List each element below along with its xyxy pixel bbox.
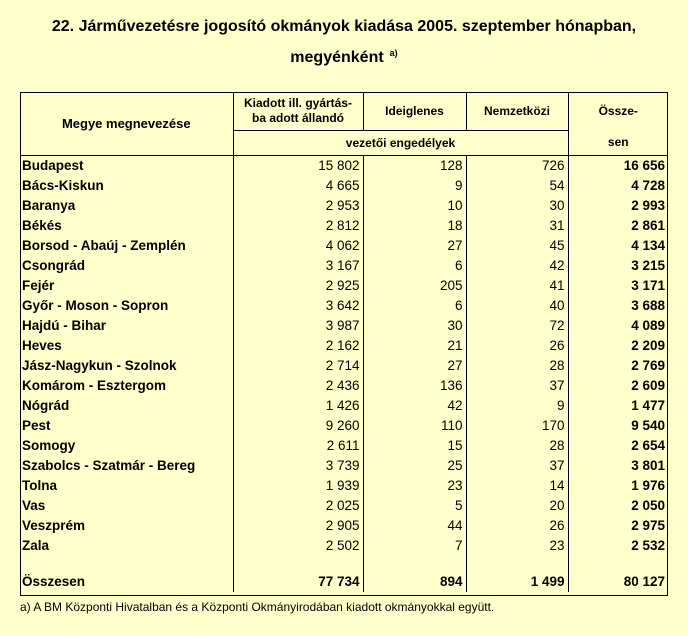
temporary-cell: 136 xyxy=(363,376,466,396)
header-row xyxy=(20,92,668,131)
spacer-row xyxy=(20,556,668,572)
international-cell: 37 xyxy=(466,376,568,396)
county-name-cell: Hajdú - Bihar xyxy=(22,318,107,333)
international-cell: 26 xyxy=(466,336,568,356)
permanent-cell: 4 062 xyxy=(233,236,363,256)
total-cell: 2 050 xyxy=(568,496,668,516)
temporary-cell: 6 xyxy=(363,256,466,276)
table-row xyxy=(20,296,668,316)
title-note-marker: a) xyxy=(389,48,398,58)
table-row xyxy=(20,396,668,416)
permanent-cell: 3 987 xyxy=(233,316,363,336)
county-name-cell: Zala xyxy=(22,538,50,553)
table-row xyxy=(20,536,668,556)
international-cell: 45 xyxy=(466,236,568,256)
table-row xyxy=(20,516,668,536)
temporary-cell: 894 xyxy=(363,572,466,592)
spacer-cell xyxy=(568,556,668,572)
permanent-cell: 1 426 xyxy=(233,396,363,416)
total-cell: 3 171 xyxy=(568,276,668,296)
total-cell: 2 861 xyxy=(568,216,668,236)
table-row xyxy=(20,176,668,196)
county-name-cell: Vas xyxy=(22,498,46,513)
header-permanent-line-1: Kiadott ill. gyártás- xyxy=(243,96,353,110)
footnote: a) A BM Központi Hivatalban és a Központi Okmányirodában kiadott okmányokkal együtt. xyxy=(20,600,495,614)
county-name-cell: Békés xyxy=(22,218,62,233)
international-cell: 26 xyxy=(466,516,568,536)
county-license-table xyxy=(20,92,668,592)
county-name-cell: Somogy xyxy=(22,438,76,453)
permanent-cell: 9 260 xyxy=(233,416,363,436)
temporary-cell: 30 xyxy=(363,316,466,336)
title-line-2: megyénként xyxy=(290,49,384,66)
permanent-cell: 2 925 xyxy=(233,276,363,296)
county-name-cell: Heves xyxy=(22,338,62,353)
spacer-cell xyxy=(363,556,466,572)
spacer-cell xyxy=(233,556,363,572)
page-title xyxy=(0,14,688,71)
temporary-cell: 110 xyxy=(363,416,466,436)
table-row xyxy=(20,376,668,396)
table-row xyxy=(20,156,668,177)
temporary-cell: 27 xyxy=(363,236,466,256)
total-cell: 2 975 xyxy=(568,516,668,536)
international-cell: 23 xyxy=(466,536,568,556)
county-name-cell: Budapest xyxy=(20,156,233,177)
header-permanent xyxy=(233,92,363,131)
total-cell: 2 993 xyxy=(568,196,668,216)
international-cell: 42 xyxy=(466,256,568,276)
permanent-cell: 2 714 xyxy=(233,356,363,376)
temporary-cell: 23 xyxy=(363,476,466,496)
permanent-cell: 4 665 xyxy=(233,176,363,196)
total-cell: 4 134 xyxy=(568,236,668,256)
county-name-cell: Tolna xyxy=(22,478,57,493)
header-driving-licences: vezetői engedélyek xyxy=(233,131,568,156)
temporary-cell: 18 xyxy=(363,216,466,236)
temporary-cell: 7 xyxy=(363,536,466,556)
permanent-cell: 2 611 xyxy=(233,436,363,456)
permanent-cell: 2 953 xyxy=(233,196,363,216)
total-cell: 2 769 xyxy=(568,356,668,376)
total-cell: 3 801 xyxy=(568,456,668,476)
total-cell: 2 654 xyxy=(568,436,668,456)
temporary-cell: 205 xyxy=(363,276,466,296)
table-row xyxy=(20,456,668,476)
permanent-cell: 3 642 xyxy=(233,296,363,316)
county-name-cell: Nógrád xyxy=(22,398,70,413)
total-cell: 2 609 xyxy=(568,376,668,396)
county-name-cell: Baranya xyxy=(22,198,76,213)
international-cell: 31 xyxy=(466,216,568,236)
total-cell: 9 540 xyxy=(568,416,668,436)
temporary-cell: 27 xyxy=(363,356,466,376)
temporary-cell: 5 xyxy=(363,496,466,516)
permanent-cell: 2 905 xyxy=(233,516,363,536)
table-row xyxy=(20,476,668,496)
county-name-cell: Pest xyxy=(22,418,51,433)
total-cell: 16 656 xyxy=(568,156,668,177)
total-row xyxy=(20,572,668,592)
spacer-cell xyxy=(20,556,233,572)
table-row xyxy=(20,236,668,256)
total-cell: 1 976 xyxy=(568,476,668,496)
international-cell: 28 xyxy=(466,436,568,456)
temporary-cell: 9 xyxy=(363,176,466,196)
table-row xyxy=(20,436,668,456)
county-name-cell: Fejér xyxy=(22,278,55,293)
county-name-cell: Győr - Moson - Sopron xyxy=(22,298,169,313)
total-cell: 4 728 xyxy=(568,176,668,196)
permanent-cell: 2 812 xyxy=(233,216,363,236)
international-cell: 1 499 xyxy=(466,572,568,592)
county-name-cell: Csongrád xyxy=(22,258,86,273)
title-line-1: 22. Járművezetésre jogosító okmányok kiadása 2005. szeptember hónapban, xyxy=(51,18,637,35)
county-name-cell: Jász-Nagykun - Szolnok xyxy=(22,358,177,373)
table-row xyxy=(20,276,668,296)
county-name-cell: Összesen xyxy=(22,574,86,589)
total-cell: 2 209 xyxy=(568,336,668,356)
header-permanent-line-2: ba adott állandó xyxy=(251,111,344,125)
temporary-cell: 10 xyxy=(363,196,466,216)
international-cell: 37 xyxy=(466,456,568,476)
total-cell: 1 477 xyxy=(568,396,668,416)
total-cell: 3 688 xyxy=(568,296,668,316)
temporary-cell: 128 xyxy=(363,156,466,177)
table-row xyxy=(20,316,668,336)
county-name-cell: Bács-Kiskun xyxy=(22,178,104,193)
international-cell: 41 xyxy=(466,276,568,296)
international-cell: 9 xyxy=(466,396,568,416)
header-temporary: Ideiglenes xyxy=(363,92,466,131)
table-row xyxy=(20,356,668,376)
total-cell: 2 532 xyxy=(568,536,668,556)
header-county: Megye megnevezése xyxy=(20,92,233,156)
international-cell: 170 xyxy=(466,416,568,436)
header-total-bottom: sen xyxy=(568,131,668,156)
spacer-cell xyxy=(466,556,568,572)
permanent-cell: 15 802 xyxy=(233,156,363,177)
permanent-cell: 77 734 xyxy=(233,572,363,592)
table-row xyxy=(20,216,668,236)
table-row xyxy=(20,496,668,516)
county-name-cell: Borsod - Abaúj - Zemplén xyxy=(22,238,186,253)
table-body xyxy=(20,156,668,593)
table-row xyxy=(20,196,668,216)
temporary-cell: 25 xyxy=(363,456,466,476)
total-cell: 4 089 xyxy=(568,316,668,336)
total-cell: 3 215 xyxy=(568,256,668,276)
international-cell: 40 xyxy=(466,296,568,316)
temporary-cell: 6 xyxy=(363,296,466,316)
temporary-cell: 21 xyxy=(363,336,466,356)
international-cell: 14 xyxy=(466,476,568,496)
county-name-cell: Szabolcs - Szatmár - Bereg xyxy=(22,458,196,473)
permanent-cell: 2 502 xyxy=(233,536,363,556)
table-row xyxy=(20,336,668,356)
international-cell: 20 xyxy=(466,496,568,516)
table-row xyxy=(20,416,668,436)
header-international: Nemzetközi xyxy=(466,92,568,131)
permanent-cell: 3 739 xyxy=(233,456,363,476)
temporary-cell: 15 xyxy=(363,436,466,456)
permanent-cell: 1 939 xyxy=(233,476,363,496)
table-row xyxy=(20,256,668,276)
temporary-cell: 44 xyxy=(363,516,466,536)
international-cell: 30 xyxy=(466,196,568,216)
permanent-cell: 2 162 xyxy=(233,336,363,356)
permanent-cell: 3 167 xyxy=(233,256,363,276)
county-name-cell: Veszprém xyxy=(22,518,86,533)
permanent-cell: 2 025 xyxy=(233,496,363,516)
international-cell: 54 xyxy=(466,176,568,196)
total-cell: 80 127 xyxy=(568,572,668,592)
permanent-cell: 2 436 xyxy=(233,376,363,396)
header-total-top: Össze- xyxy=(568,92,668,131)
international-cell: 726 xyxy=(466,156,568,177)
international-cell: 28 xyxy=(466,356,568,376)
international-cell: 72 xyxy=(466,316,568,336)
county-name-cell: Komárom - Esztergom xyxy=(22,378,167,393)
temporary-cell: 42 xyxy=(363,396,466,416)
